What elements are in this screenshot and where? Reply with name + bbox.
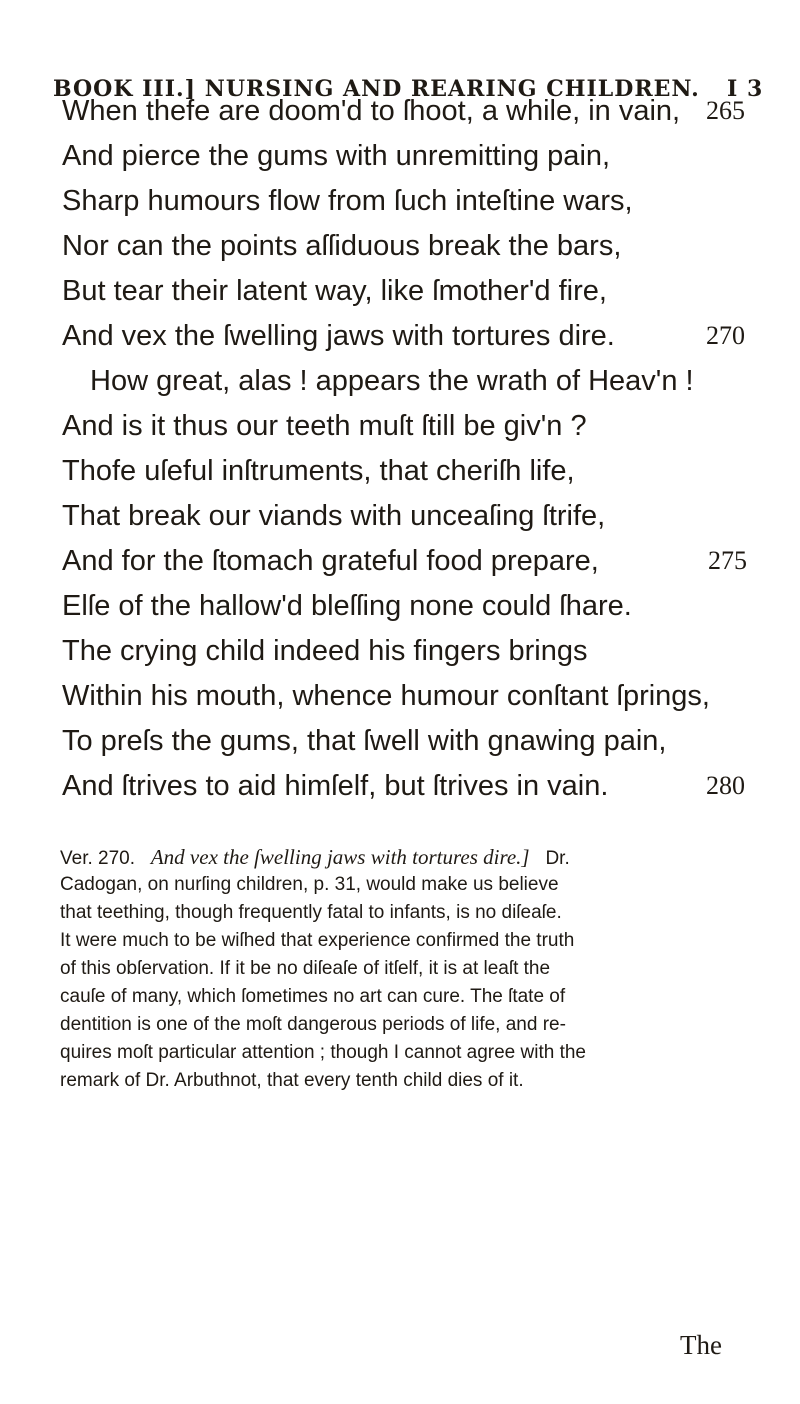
poem-line: And ſtrives to aid himſelf, but ſtrives in vain. [62,770,609,802]
poem-line: And pierce the gums with unremitting pain, [62,140,611,172]
poem-line: And vex the ſwelling jaws with tortures dire. [62,320,615,352]
poem-line: And for the ſtomach grateful food prepare, [62,545,599,577]
poem-line: The crying child indeed his fingers brings [62,635,588,667]
poem-line: That break our viands with unceaſing ſtrife, [62,500,606,532]
footnote-text: Dr. [545,848,570,869]
page-number: I 3 [727,76,764,102]
poem-line: Nor can the points aſſiduous break the bars, [62,230,622,262]
line-number: 270 [706,321,745,350]
running-title: BOOK III.] NURSING AND REARING CHILDREN. [53,76,700,102]
poem-line: How great, alas ! appears the wrath of Heav'n ! [90,365,694,397]
poem-line: Thofe uſeful inſtruments, that cheriſh life, [62,455,575,487]
poem-line: When thefe are doom'd to ſhoot, a while, in vain, [62,95,681,127]
footnote-reference: Ver. 270. [60,848,136,869]
poem-line: And is it thus our teeth muſt ſtill be giv'n ? [62,410,587,442]
footnote-line: It were much to be wiſhed that experience confirmed the truth [60,930,575,951]
footnote-line: Cadogan, on nurſing children, p. 31, would make us believe [60,874,559,895]
footnote-quote: And vex the ſwelling jaws with tortures dire.] [150,845,530,869]
footnote-line: remark of Dr. Arbuthnot, that every tenth child dies of it. [60,1070,524,1091]
poem-line: To preſs the gums, that ſwell with gnawing pain, [62,725,667,757]
poem-line: Elſe of the hallow'd bleſſing none could ſhare. [62,590,632,622]
line-number: 280 [706,771,745,800]
footnote-line: cauſe of many, which ſometimes no art can cure. The ſtate of [60,986,566,1007]
footnote-line: that teething, though frequently fatal to infants, is no diſeaſe. [60,902,562,923]
footnote-line: of this obſervation. If it be no diſeaſe of itſelf, it is at leaſt the [60,958,551,979]
poem-line: Sharp humours flow from ſuch inteſtine wars, [62,185,633,217]
poem-line: But tear their latent way, like ſmother'd fire, [62,275,607,307]
footnote-line: dentition is one of the moſt dangerous periods of life, and re- [60,1014,566,1035]
footnote-line: quires moſt particular attention ; though I cannot agree with the [60,1042,586,1063]
poem-line: Within his mouth, whence humour conſtant ſprings, [62,680,710,712]
line-number: 275 [708,546,747,575]
footnote-line [60,843,570,873]
line-number: 265 [706,96,745,125]
catchword: The [680,1330,722,1360]
